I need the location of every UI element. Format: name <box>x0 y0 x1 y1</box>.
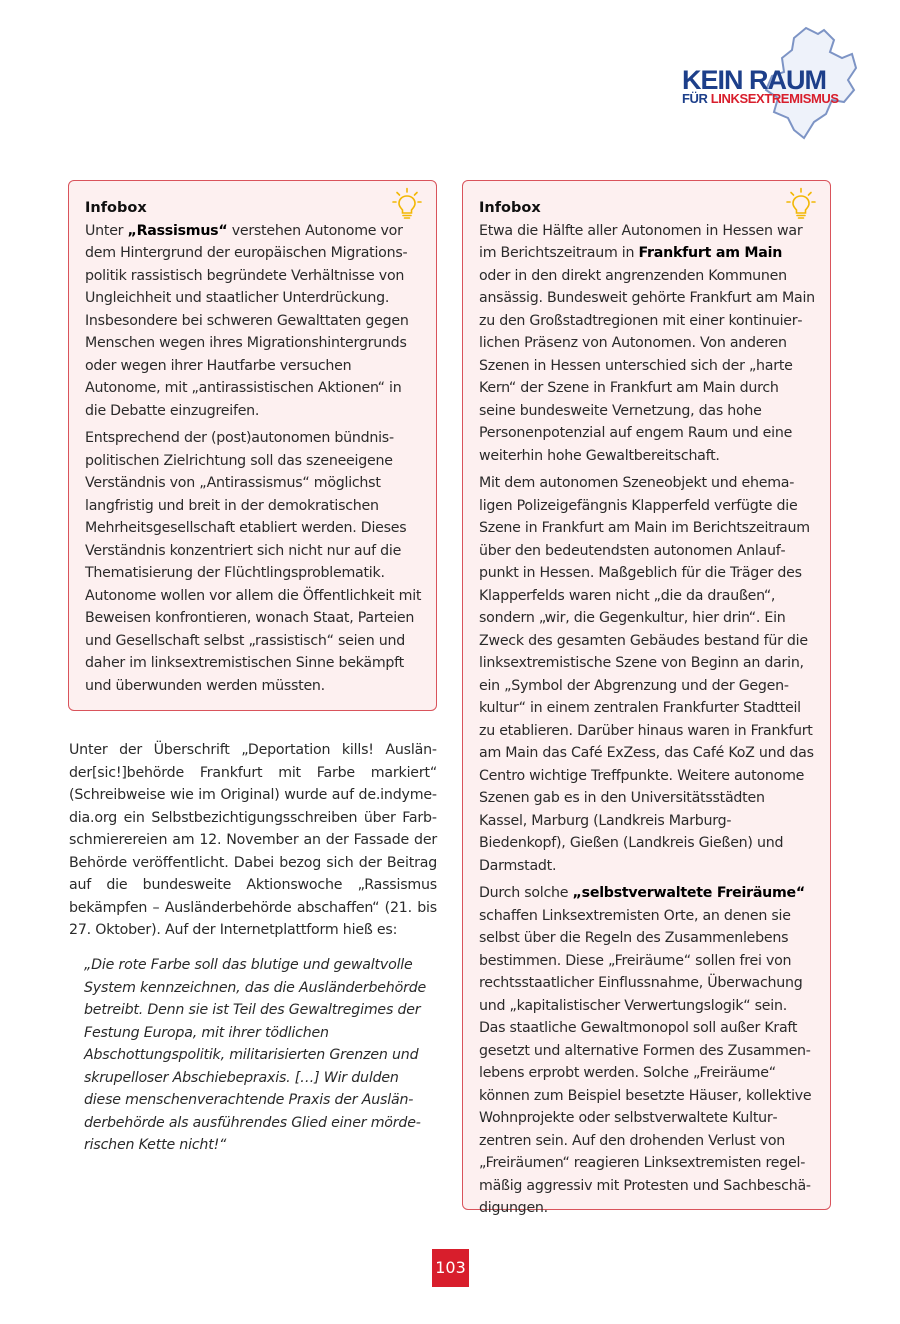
paragraph-rest: schaffen Linksextremisten Orte, an denen sie selbst über die Regeln des Zusammenlebens bestimmen. Diese „Freiräume“ sollen frei von rechtsstaatlicher Einflussnahme, Überwachung und „kapitalistischer Verwertungslogik“ sein. Das staatliche Gewaltmonopol soll außer Kraft gesetzt und alternative Formen des Zusammenlebens erprobt werden. Solche „Freiräume“ können zum Beispiel besetzte Häuser, kollektive Wohnprojekte oder selbstverwaltete Kulturzentren sein. Auf den drohenden Verlust von „Freiräumen“ reagieren Linksextremisten regelmäßig aggressiv mit Protesten und Sachbeschädigungen. <box>479 907 812 1216</box>
lightbulb-icon <box>392 187 422 221</box>
logo-subtitle <box>682 92 839 106</box>
block-quote: „Die rote Farbe soll das blutige und gewaltvolle System kennzeichnen, das die Ausländerbehörde betreibt. Denn sie ist Teil des Gewaltregimes der Festung Europa, mit ihrer tödlichen Abschottungspolitik, militarisierten Grenzen und skrupelloser Abschiebepraxis. […] Wir dulden diese menschenverachtende Praxis der Ausländerbehörde als ausführendes Glied einer mörderischen Kette nicht!“ <box>84 957 427 1153</box>
infobox-paragraph: Mit dem autonomen Szeneobjekt und ehemaligen Polizeigefängnis Klapperfeld verfügte die Szene in Frankfurt am Main im Berichtszeitraum über den bedeutendsten autonomen Anlaufpunkt in Hessen. Maßgeblich für die Träger des Klapperfelds waren nicht „die da draußen“, sondern „wir, die Gegenkultur, hier drin“. Ein Zweck des gesamten Gebäudes bestand für die linksextremistische Szene von Beginn an darin, ein „Symbol der Abgrenzung und der Gegenkultur“ in einem zentralen Frankfurter Stadtteil zu etablieren. Darüber hinaus waren in Frankfurt am Main das Café ExZess, das Café KoZ und das Centro wichtige Treffpunkte. Weitere autonome Szenen gab es in den Universitätsstädten Kassel, Marburg (Landkreis Marburg-Biedenkopf), Gießen (Landkreis Gießen) und Darmstadt. <box>479 475 814 874</box>
infobox-paragraph <box>85 220 422 423</box>
paragraph-rest: oder in den direkt angrenzenden Kommunen ansässig. Bundesweit gehörte Frankfurt am Main zu den Großstadtregionen mit einer kontinuierlichen Präsenz von Autonomen. Von anderen Szenen in Hessen unterschied sich der „harte Kern“ der Szene in Frankfurt am Main durch seine bundesweite Vernetzung, das hohe Personenpotenzial auf engem Raum und eine weiterhin hohe Gewaltbereitschaft. <box>479 267 815 464</box>
paragraph-prefix: Unter <box>85 222 128 239</box>
infobox-rassismus <box>68 180 437 711</box>
infobox-paragraph <box>479 220 816 468</box>
term-freiraeume: „selbstverwaltete Freiräume“ <box>572 885 806 901</box>
term-rassismus: „Rassismus“ <box>127 222 228 239</box>
infobox-title: Infobox <box>479 200 541 216</box>
infobox-title: Infobox <box>85 200 147 216</box>
paragraph-rest: verstehen Autonome vor dem Hintergrund der europäischen Migrationspolitik rassistisch begründete Verhältnisse von Ungleichheit und staatlicher Unterdrückung. Insbesondere bei schweren Gewalttaten gegen Menschen wegen ihres Migrationshintergrunds oder wegen ihrer Hautfarbe versuchen Autonome, mit „antirassistischen Aktionen“ in die Debatte einzugreifen. <box>85 222 409 419</box>
term-frankfurt: Frankfurt am Main <box>638 245 783 261</box>
logo-subtitle-prefix: FÜR <box>682 91 711 106</box>
brand-logo <box>670 24 870 142</box>
paragraph-prefix: Etwa die Hälfte aller Autonomen in Hessen war im Berichtszeitraum in <box>479 222 803 261</box>
lightbulb-icon <box>786 187 816 221</box>
logo-subtitle-highlight: LINKSEXTREMISMUS <box>710 91 839 106</box>
infobox-frankfurt <box>462 180 831 1216</box>
paragraph-prefix: Durch solche <box>479 885 573 901</box>
logo-title: KEIN RAUM <box>682 65 826 95</box>
body-paragraph: Unter der Überschrift „Deportation kills! Ausländer[sic!]behörde Frankfurt mit Farbe markiert“ (Schreibweise wie im Original) wurde auf de.indymedia.org ein Selbstbezichtigungsschreiben über Farbschmierereien am 12. November an der Fassade der Behörde veröffentlicht. Dabei bezog sich der Beitrag auf die bundesweite Aktionswoche „Rassismus bekämpfen – Ausländerbehörde abschaffen“ (21. bis 27. Oktober). Auf der Internetplattform hieß es: <box>69 742 437 938</box>
page-number: 103 <box>432 1249 469 1287</box>
infobox-paragraph <box>479 882 816 1220</box>
infobox-paragraph: Entsprechend der (post)autonomen bündnispolitischen Zielrichtung soll das szeneeigene Verständnis von „Antirassismus“ möglichst langfristig und breit in der demokratischen Mehrheitsgesellschaft etabliert werden. Dieses Verständnis konzentriert sich nicht nur auf die Thematisierung der Flüchtlingsproblematik. Autonome wollen vor allem die Öffentlichkeit mit Beweisen konfrontieren, wonach Staat, Parteien und Gesellschaft selbst „rassistisch“ seien und daher im linksextremistischen Sinne bekämpft und überwunden werden müssten. <box>85 430 422 694</box>
